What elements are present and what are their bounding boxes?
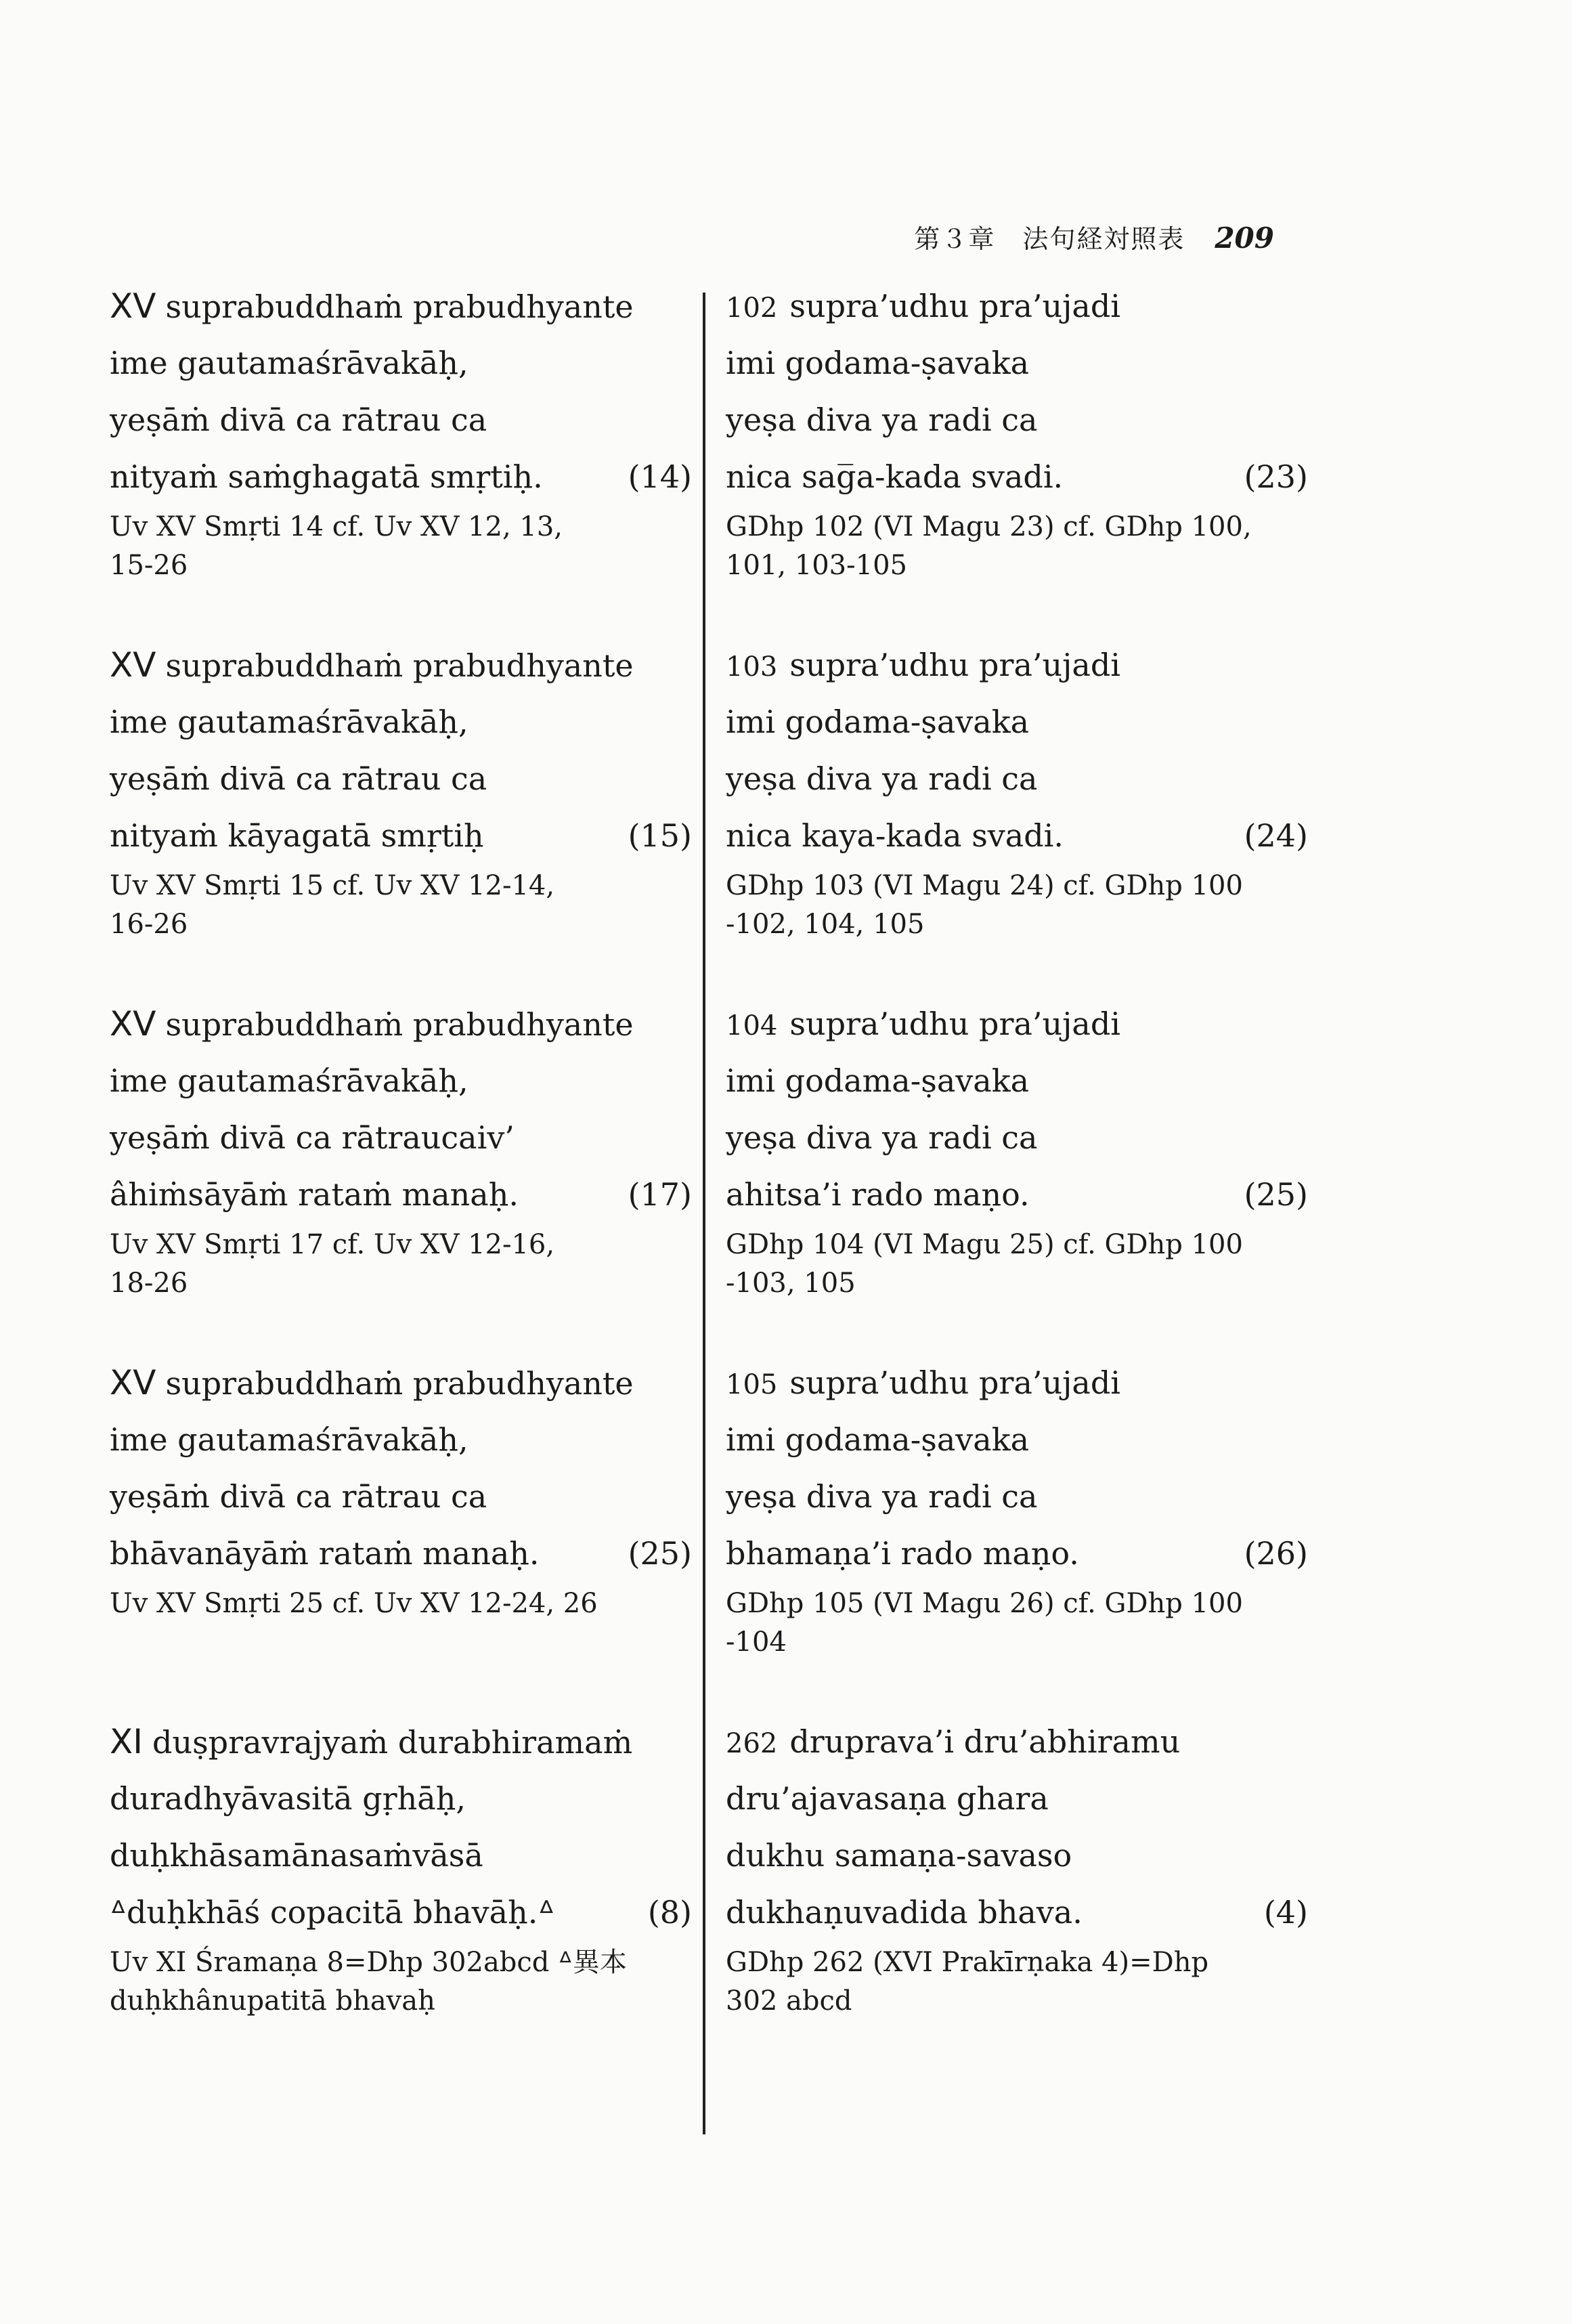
verse-line — [110, 448, 692, 505]
verse-line-text: nica kaya-kada svadi. — [726, 817, 1064, 854]
verse-line — [110, 995, 692, 1052]
verse-line-text: yeṣāṁ divā ca rātrau ca — [110, 1478, 487, 1515]
reference-line: 302 abcd — [726, 1985, 852, 2017]
verse-line — [110, 1052, 692, 1109]
verse-line-text: XV suprabuddhaṁ prabudhyante — [110, 1004, 634, 1043]
verse-line-text: yeṣa diva ya radi ca — [726, 1119, 1038, 1156]
verse-line-text: ime gautamaśrāvakāḥ, — [110, 345, 468, 381]
reference-line: Uv XV Smṛti 17 cf. Uv XV 12-16, — [110, 1229, 555, 1260]
verse-line-text: 105 supra’udhu pra’ujadi — [726, 1364, 1120, 1401]
page-number: 209 — [1215, 221, 1274, 255]
verse-reference — [110, 867, 692, 944]
verse-line-text: 104 supra’udhu pra’ujadi — [726, 1006, 1120, 1042]
verse-line — [110, 335, 692, 391]
verse-mark: (25) — [628, 1535, 692, 1572]
verse-mark: (14) — [628, 458, 692, 495]
verse-line-text: yeṣa diva ya radi ca — [726, 760, 1038, 797]
verse-number: 102 — [726, 293, 778, 324]
chapter-title: 第３章 法句経対照表 — [914, 224, 1185, 254]
verse-line — [110, 1713, 692, 1770]
verse-line — [110, 1884, 692, 1941]
verse-number: 104 — [726, 1010, 778, 1041]
verse-reference — [726, 867, 1308, 944]
verse-line — [110, 637, 692, 693]
verse-line-text: nica sag̅a-kada svadi. — [726, 458, 1064, 495]
verse-mark: (4) — [1263, 1894, 1308, 1931]
verse-line-text: âhiṁsāyāṁ rataṁ manaḥ. — [110, 1176, 519, 1213]
verse-line — [110, 278, 692, 335]
verse-reference — [110, 508, 692, 585]
chapter-numeral: XV — [110, 286, 156, 326]
verse-line-text: bhāvanāyāṁ rataṁ manaḥ. — [110, 1535, 540, 1572]
verse-line-text: imi godama-ṣavaka — [726, 1062, 1030, 1099]
verse-line-text: yeṣāṁ divā ca rātraucaiv’ — [110, 1119, 515, 1156]
verse-line-text: 103 supra’udhu pra’ujadi — [726, 647, 1120, 683]
reference-line: 18-26 — [110, 1268, 188, 1299]
reference-line: 16-26 — [110, 909, 188, 940]
verse-line-text: 102 supra’udhu pra’ujadi — [726, 288, 1120, 324]
verse-line-text: ahitsa’i rado maṇo. — [726, 1176, 1030, 1213]
verse-line-text: nityaṁ saṁghagatā smṛtiḥ. — [110, 458, 543, 495]
reference-line: Uv XV Smṛti 14 cf. Uv XV 12, 13, — [110, 511, 563, 542]
column-divider — [703, 293, 705, 2134]
reference-line: -102, 104, 105 — [726, 909, 925, 940]
verse-line-text: dukhaṇuvadida bhava. — [726, 1894, 1083, 1931]
verse-line-text: bhamaṇa’i rado maṇo. — [726, 1535, 1079, 1572]
verse-mark: (24) — [1244, 817, 1308, 854]
reference-line: GDhp 105 (VI Magu 26) cf. GDhp 100 — [726, 1588, 1243, 1619]
verse-block — [110, 1354, 692, 1713]
verse-block — [726, 637, 1308, 995]
verse-line-text: nityaṁ kāyagatā smṛtiḥ — [110, 817, 484, 854]
verse-line — [110, 1827, 692, 1884]
verse-line — [726, 1052, 1308, 1109]
verse-line — [726, 1468, 1308, 1525]
verse-line — [110, 1411, 692, 1468]
verse-line-text: yeṣa diva ya radi ca — [726, 1478, 1038, 1515]
verse-line — [726, 693, 1308, 750]
reference-line: -103, 105 — [726, 1268, 856, 1299]
verse-line-text: 262 druprava’i dru’abhiramu — [726, 1723, 1181, 1760]
verse-block — [110, 637, 692, 995]
verse-number: 103 — [726, 651, 778, 683]
verse-line — [110, 1166, 692, 1223]
verse-block — [726, 1354, 1308, 1713]
verse-reference — [110, 1585, 692, 1623]
chapter-numeral: XV — [110, 1363, 156, 1402]
verse-line — [726, 1109, 1308, 1166]
reference-line: GDhp 103 (VI Magu 24) cf. GDhp 100 — [726, 870, 1243, 901]
verse-line-text: XV suprabuddhaṁ prabudhyante — [110, 1363, 634, 1402]
verse-line — [726, 1354, 1308, 1411]
reference-line: GDhp 102 (VI Magu 23) cf. GDhp 100, — [726, 511, 1252, 542]
verse-block — [110, 278, 692, 637]
verse-line-text: dukhu samaṇa-savaso — [726, 1837, 1072, 1874]
verse-line-text: duḥkhāsamānasaṁvāsā — [110, 1837, 483, 1874]
verse-reference — [726, 1943, 1308, 2021]
verse-line-text: imi godama-ṣavaka — [726, 704, 1030, 740]
verse-line — [110, 1770, 692, 1827]
verse-reference — [726, 1585, 1308, 1662]
verse-line — [110, 693, 692, 750]
verse-line — [726, 1827, 1308, 1884]
verse-line — [726, 1525, 1308, 1582]
verse-line-text: ᐞduḥkhāś copacitā bhavāḥ.ᐞ — [110, 1894, 555, 1931]
left-column-sanskrit — [110, 278, 692, 2072]
reference-line: GDhp 262 (XVI Prakīrṇaka 4)=Dhp — [726, 1947, 1209, 1978]
verse-reference — [110, 1943, 692, 2021]
verse-line-text: XI duṣpravrajyaṁ durabhiramaṁ — [110, 1722, 633, 1761]
verse-line — [726, 448, 1308, 505]
verse-reference — [726, 1226, 1308, 1303]
verse-number: 262 — [726, 1728, 778, 1759]
verse-line-text: yeṣa diva ya radi ca — [726, 402, 1038, 438]
verse-mark: (17) — [628, 1176, 692, 1213]
verse-line — [726, 637, 1308, 693]
right-column-gandhari — [726, 278, 1308, 2072]
reference-line: duḥkhânupatitā bhavaḥ — [110, 1985, 435, 2017]
reference-line: -104 — [726, 1627, 787, 1658]
verse-line — [726, 1411, 1308, 1468]
verse-line-text: yeṣāṁ divā ca rātrau ca — [110, 760, 487, 797]
verse-line — [726, 995, 1308, 1052]
verse-line-text: ime gautamaśrāvakāḥ, — [110, 1421, 468, 1458]
verse-line — [110, 750, 692, 807]
verse-reference — [726, 508, 1308, 585]
verse-mark: (23) — [1244, 458, 1308, 495]
verse-mark: (25) — [1244, 1176, 1308, 1213]
verse-line — [110, 1525, 692, 1582]
verse-line — [110, 1468, 692, 1525]
reference-line: Uv XV Smṛti 25 cf. Uv XV 12-24, 26 — [110, 1588, 598, 1619]
verse-block — [726, 995, 1308, 1354]
verse-line-text: duradhyāvasitā gṛhāḥ, — [110, 1780, 466, 1817]
verse-line — [726, 1770, 1308, 1827]
verse-line — [726, 1713, 1308, 1770]
verse-line — [110, 391, 692, 448]
verse-mark: (15) — [628, 817, 692, 854]
running-header — [914, 218, 1274, 255]
reference-line: Uv XV Smṛti 15 cf. Uv XV 12-14, — [110, 870, 555, 901]
reference-line: 101, 103-105 — [726, 550, 907, 581]
verse-line — [110, 807, 692, 864]
verse-line-text: imi godama-ṣavaka — [726, 345, 1030, 381]
chapter-numeral: XV — [110, 1004, 156, 1043]
reference-line: GDhp 104 (VI Magu 25) cf. GDhp 100 — [726, 1229, 1243, 1260]
verse-block — [110, 1713, 692, 2072]
verse-block — [726, 278, 1308, 637]
verse-line-text: ime gautamaśrāvakāḥ, — [110, 1062, 468, 1099]
verse-reference — [110, 1226, 692, 1303]
verse-line — [726, 278, 1308, 335]
verse-line — [726, 750, 1308, 807]
verse-line — [726, 1166, 1308, 1223]
verse-line — [110, 1354, 692, 1411]
verse-line-text: ime gautamaśrāvakāḥ, — [110, 704, 468, 740]
verse-line — [726, 1884, 1308, 1941]
verse-mark: (26) — [1244, 1535, 1308, 1572]
verse-line — [726, 391, 1308, 448]
verse-line-text: XV suprabuddhaṁ prabudhyante — [110, 286, 634, 326]
verse-block — [110, 995, 692, 1354]
verse-line — [726, 335, 1308, 391]
verse-line-text: imi godama-ṣavaka — [726, 1421, 1030, 1458]
verse-line — [726, 807, 1308, 864]
reference-line: 15-26 — [110, 550, 188, 581]
verse-line-text: XV suprabuddhaṁ prabudhyante — [110, 645, 634, 685]
verse-line-text: yeṣāṁ divā ca rātrau ca — [110, 402, 487, 438]
chapter-numeral: XI — [110, 1722, 143, 1761]
verse-mark: (8) — [647, 1894, 692, 1931]
reference-line: Uv XI Śramaṇa 8=Dhp 302abcd ᐞ異本 — [110, 1947, 627, 1978]
verse-line-text: dru’ajavasaṇa ghara — [726, 1780, 1049, 1817]
chapter-numeral: XV — [110, 645, 156, 685]
verse-number: 105 — [726, 1369, 778, 1400]
verse-block — [726, 1713, 1308, 2072]
verse-line — [110, 1109, 692, 1166]
